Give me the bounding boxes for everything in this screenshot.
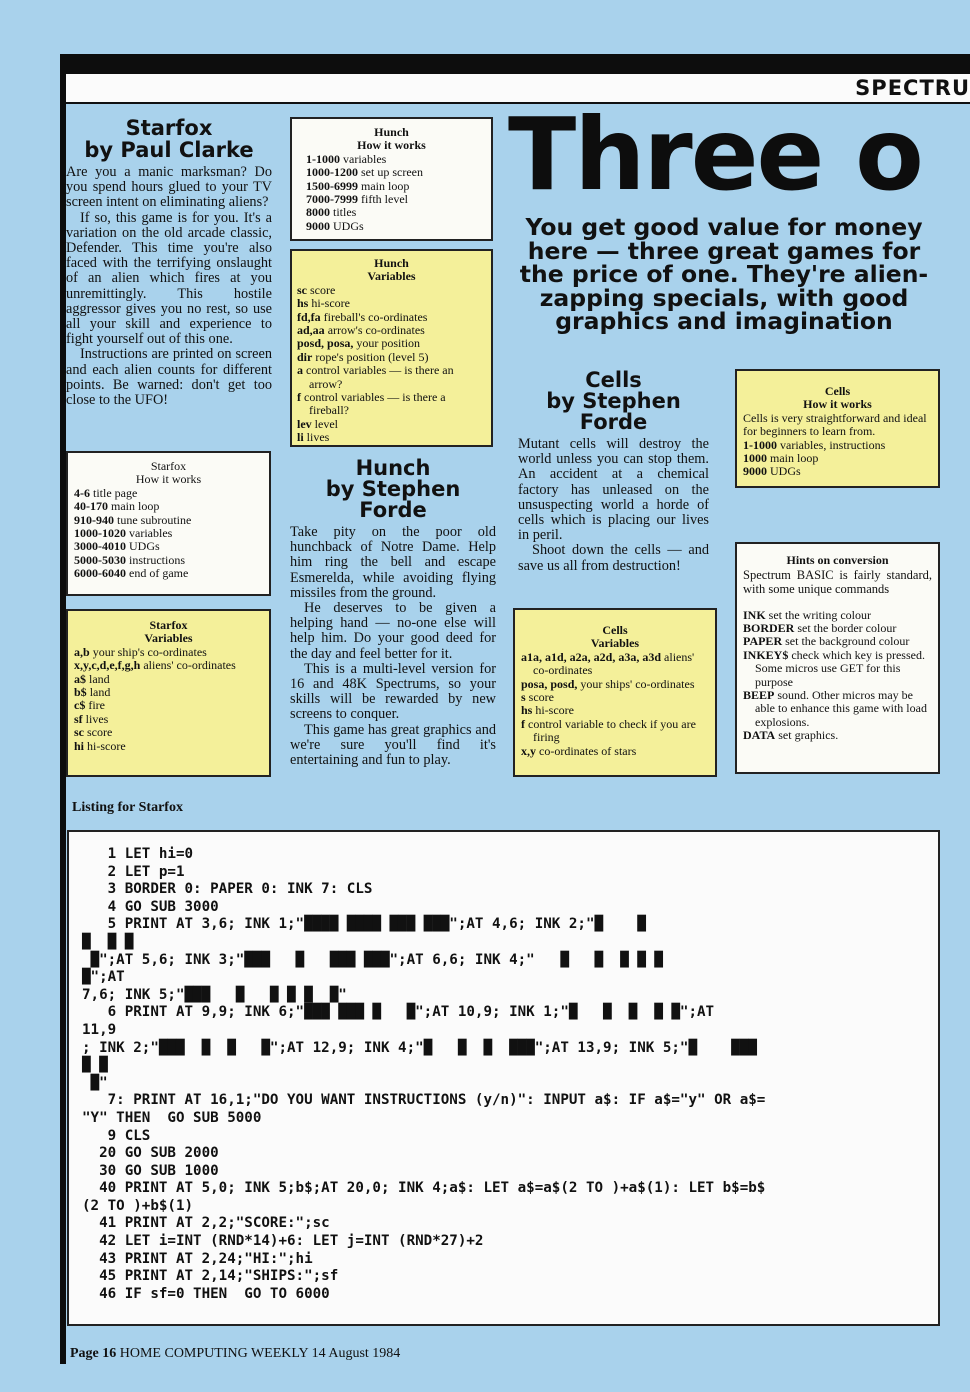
row-value: main loop xyxy=(770,451,819,466)
box-row xyxy=(74,673,263,686)
row-value: title page xyxy=(93,485,138,500)
row-value: set graphics. xyxy=(778,728,839,743)
row-key: lev xyxy=(297,416,312,431)
row-value: land xyxy=(89,671,110,686)
row-value: UDGs xyxy=(770,464,801,479)
hunch-byline-2: Forde xyxy=(359,498,427,522)
hunch-title: Hunch xyxy=(355,456,431,480)
starfox-variables-box xyxy=(66,609,271,777)
box-row xyxy=(74,514,263,527)
box-subtitle: How it works xyxy=(135,472,202,487)
row-key: b$ xyxy=(74,685,87,700)
row-value: lives xyxy=(85,711,109,726)
row-key: ad,aa xyxy=(297,323,325,338)
row-key: 1000-1200 xyxy=(306,165,358,180)
row-value: hi-score xyxy=(535,703,574,718)
cells-byline-2: Forde xyxy=(579,410,648,434)
row-value: land xyxy=(89,685,111,700)
paragraph: Are you a manic marksman? Do you spend hours glued to your TV screen intent on eliminating aliens? xyxy=(66,164,272,211)
row-value: check which key is pressed. Some micros use GET for this purpose xyxy=(755,647,925,689)
starfox-article xyxy=(66,118,272,408)
box-title: Hints on conversion xyxy=(786,553,889,567)
row-key: 5000-5030 xyxy=(74,552,126,567)
row-key: 1-1000 xyxy=(743,437,777,452)
hunch-body xyxy=(290,525,496,768)
box-row xyxy=(743,609,932,622)
starfox-title: Starfox xyxy=(125,116,213,140)
paragraph: Instructions are printed on screen and each alien counts for different points. Be warned: don't get too close to the UFO! xyxy=(66,346,272,409)
box-row xyxy=(74,487,263,500)
row-key: INKEY$ xyxy=(743,647,789,662)
box-row xyxy=(297,284,486,297)
row-value: set the writing colour xyxy=(768,607,871,622)
row-value: set the border colour xyxy=(797,621,897,635)
box-row xyxy=(521,718,709,745)
box-title: Starfox xyxy=(150,459,187,473)
box-row xyxy=(297,364,486,391)
row-key: hs xyxy=(297,296,309,311)
row-value: control variables — is there an arrow? xyxy=(306,363,454,391)
page-number: Page 16 xyxy=(70,1346,117,1361)
row-key: hi xyxy=(74,738,85,753)
box-row xyxy=(74,726,263,739)
box-row xyxy=(297,311,486,324)
row-key: x,y xyxy=(521,743,536,758)
cells-article xyxy=(518,370,709,574)
row-value: variables xyxy=(343,151,387,166)
box-row xyxy=(74,540,263,553)
row-value: fifth level xyxy=(361,192,408,207)
box-subtitle: Variables xyxy=(590,636,640,651)
box-title: Starfox xyxy=(149,618,188,632)
box-row xyxy=(743,622,932,635)
hunch-variables-box xyxy=(290,249,493,447)
row-value: control variable to check if you are firing xyxy=(528,716,696,745)
box-row xyxy=(743,439,932,452)
starfox-body xyxy=(66,165,272,408)
row-value: lives xyxy=(306,430,330,445)
row-value: end of game xyxy=(129,566,189,581)
row-value: set up screen xyxy=(361,165,423,180)
standfirst: You get good value for money here — three great games for the price of one. They're alien-zapping specials, with good graphics and imagination xyxy=(519,213,929,335)
row-key: 1500-6999 xyxy=(306,178,358,193)
row-key: 910-940 xyxy=(74,512,114,527)
headline: Three o xyxy=(508,96,922,213)
row-key: 4-6 xyxy=(74,485,90,500)
paragraph: He deserves to be given a helping hand — no-one else will help him. Do your good deed for the day and feel better for it. xyxy=(290,600,496,662)
row-key: 40-170 xyxy=(74,499,108,514)
row-value: hi-score xyxy=(87,738,126,753)
box-row xyxy=(297,337,486,350)
box-row xyxy=(297,324,486,337)
row-key: li xyxy=(297,430,304,445)
row-value: set the background colour xyxy=(785,634,910,649)
row-value: UDGs xyxy=(333,218,364,233)
cells-title: Cells xyxy=(585,368,642,392)
cells-body xyxy=(518,437,709,574)
row-key: PAPER xyxy=(743,634,783,649)
box-row xyxy=(74,554,263,567)
row-key: 8000 xyxy=(306,205,330,220)
box-row xyxy=(743,452,932,465)
row-value: aliens' co-ordinates xyxy=(533,649,695,678)
row-value: main loop xyxy=(361,178,410,193)
row-value: main loop xyxy=(111,499,160,514)
row-key: f xyxy=(297,390,301,405)
hunch-how-it-works-box xyxy=(290,117,493,241)
row-value: instructions xyxy=(129,552,185,567)
row-key: 1000-1020 xyxy=(74,526,126,541)
box-row xyxy=(743,689,932,729)
row-value: variables, instructions xyxy=(780,437,886,452)
box-row xyxy=(297,297,486,310)
row-key: dir xyxy=(297,349,313,364)
row-key: sf xyxy=(74,711,83,726)
box-row xyxy=(743,465,932,478)
paragraph: Shoot down the cells — and save us all from destruction! xyxy=(518,542,709,574)
box-row xyxy=(521,691,709,704)
box-row xyxy=(74,686,263,699)
box-row xyxy=(306,220,477,233)
box-row xyxy=(74,527,263,540)
box-subtitle: Variables xyxy=(367,269,416,284)
row-key: a$ xyxy=(74,671,86,686)
starfox-how-it-works-box xyxy=(66,451,271,596)
row-value: your position xyxy=(356,336,421,351)
row-key: a,b xyxy=(74,644,90,659)
box-intro: Cells is very straightforward and ideal for beginners to learn from. xyxy=(743,410,927,439)
cells-variables-box xyxy=(513,608,717,777)
box-row xyxy=(74,699,263,712)
row-value: level xyxy=(314,416,338,431)
row-value: titles xyxy=(333,205,357,220)
row-value: UDGs xyxy=(129,539,160,554)
row-key: 3000-4010 xyxy=(74,539,126,554)
box-row xyxy=(297,391,486,418)
box-row xyxy=(521,651,709,678)
row-key: x,y,c,d,e,f,g,h xyxy=(74,658,141,673)
row-key: c$ xyxy=(74,698,86,713)
box-row xyxy=(743,649,932,689)
row-key: a xyxy=(297,363,303,378)
box-row xyxy=(521,678,709,691)
listing-label: Listing for Starfox xyxy=(72,800,183,815)
row-key: DATA xyxy=(743,728,776,743)
row-value: fireball's co-ordinates xyxy=(323,309,428,324)
row-value: score xyxy=(528,690,554,705)
row-key: a1a, a1d, a2a, a2d, a3a, a3d xyxy=(521,649,662,664)
box-row xyxy=(306,166,477,179)
row-key: sc xyxy=(74,725,84,740)
box-row xyxy=(297,418,486,431)
box-row xyxy=(521,704,709,717)
paragraph: If so, this game is for you. It's a variation on the old arcade classic, Defender. This time you're also faced with the terrifying onslaught of an alien which fires at you unremittingly. This hostile aggressor gives you no rest, so use all your skill and experience to fight yourself out of this one. xyxy=(66,209,272,348)
box-row xyxy=(74,713,263,726)
paragraph: This is a multi-level version for 16 and 48K Spectrums, so your skills will be rewarded by new screens to conquer. xyxy=(290,660,496,723)
paragraph: Take pity on the poor old hunchback of Notre Dame. Help him ring the bell and escape Esmerelda, while avoiding flying missiles from the ground. xyxy=(290,524,496,601)
page-footer xyxy=(70,1346,400,1362)
box-row xyxy=(521,745,709,758)
row-key: 9000 xyxy=(743,464,767,479)
row-value: control variables — is there a fireball? xyxy=(304,390,446,418)
section-tag: SPECTRU xyxy=(855,76,970,100)
cells-byline-1: by Stephen xyxy=(546,389,681,413)
row-value: arrow's co-ordinates xyxy=(327,323,425,338)
row-value: hi-score xyxy=(311,296,350,311)
box-row xyxy=(74,740,263,753)
box-row xyxy=(74,659,263,672)
row-key: fd,fa xyxy=(297,309,321,324)
box-row xyxy=(297,351,486,364)
box-row xyxy=(306,153,477,166)
box-row xyxy=(306,180,477,193)
row-value: fire xyxy=(88,698,105,713)
box-row xyxy=(743,635,932,648)
box-title: Cells xyxy=(602,623,628,637)
row-key: s xyxy=(521,690,526,705)
starfox-byline: by Paul Clarke xyxy=(84,138,254,162)
box-title: Hunch xyxy=(374,125,409,139)
row-value: co-ordinates of stars xyxy=(539,743,637,758)
box-subtitle: Variables xyxy=(144,631,193,646)
box-row xyxy=(743,729,932,742)
row-key: 7000-7999 xyxy=(306,192,358,207)
row-key: 1-1000 xyxy=(306,151,340,166)
box-row xyxy=(74,646,263,659)
row-value: aliens' co-ordinates xyxy=(143,658,236,673)
paragraph: Mutant cells will destroy the world unless you can stop them. An accident at a chemical factory has unleased on the unsuspecting world a horde of cells which is placing our lives in peril. xyxy=(518,436,709,544)
publication-line: HOME COMPUTING WEEKLY 14 August 1984 xyxy=(119,1346,401,1361)
box-subtitle: How it works xyxy=(357,138,426,153)
code-listing: 1 LET hi=0 2 LET p=1 3 BORDER 0: PAPER 0: INK 7: CLS 4 GO SUB 3000 5 PRINT AT 3,6; INK 1;"████ ████ ███ ███";AT 4,6; INK 2;"█ █ █ █ █ █";AT 5,6; INK 3;"███ █ ███ ███";AT 6,6; INK 4;" █ █ █ █ █ █";AT 7,6; INK 5;"███ █ █ █ █ █" 6 PRINT AT 9,9; INK 6;"███ ███ █ █";AT 10,9; INK 1;"█ █ █ █ █";AT 11,9 ; INK 2;"███ █ █ █";AT 12,9; INK 4;"█ █ █ ███";AT 13,9; INK 5;"█ ███ █ █ █" 7: PRINT AT 16,1;"DO YOU WANT INSTRUCTIONS (y/n)": INPUT a$: IF a$="y" OR a$= "Y" THEN GO SUB 5000 9 CLS 20 GO SUB 2000 30 GO SUB 1000 40 PRINT AT 5,0; INK 5;b$;AT 20,0; INK 4;a$: LET a$=a$(2 TO )+a$(1): LET b$=b$ (2 TO )+b$(1) 41 PRINT AT 2,2;"SCORE:";sc 42 LET i=INT (RND*14)+6: LET j=INT (RND*27)+2 43 PRINT AT 2,24;"HI:";hi 45 PRINT AT 2,14;"SHIPS:";sf 46 IF sf=0 THEN GO TO 6000 xyxy=(82,846,766,1302)
box-subtitle: How it works xyxy=(803,397,872,412)
row-key: BEEP xyxy=(743,688,775,703)
row-value: variables xyxy=(129,526,173,541)
row-key: hs xyxy=(521,703,533,718)
row-key: INK xyxy=(743,607,766,622)
row-value: rope's position (level 5) xyxy=(315,349,429,364)
box-row xyxy=(306,193,477,206)
cells-how-it-works-box xyxy=(735,369,940,488)
box-intro: Spectrum BASIC is fairly standard, with some unique commands xyxy=(743,568,932,596)
row-value: score xyxy=(87,725,113,740)
row-value: tune subroutine xyxy=(117,512,192,527)
row-value: your ship's co-ordinates xyxy=(92,644,207,659)
hints-on-conversion-box xyxy=(735,542,940,774)
row-key: 6000-6040 xyxy=(74,566,126,581)
row-key: 9000 xyxy=(306,218,330,233)
box-title: Hunch xyxy=(374,256,409,270)
hunch-byline-1: by Stephen xyxy=(325,477,461,501)
hunch-article xyxy=(290,458,496,768)
row-key: f xyxy=(521,716,525,731)
row-value: sound. Other micros may be able to enhance this game with load explosions. xyxy=(755,688,927,729)
box-row xyxy=(306,206,477,219)
row-value: score xyxy=(310,282,336,297)
box-row xyxy=(297,431,486,444)
box-row xyxy=(74,567,263,580)
box-row xyxy=(74,500,263,513)
row-key: posa, posd, xyxy=(521,676,578,691)
page-frame-top-bar xyxy=(66,54,970,74)
box-title: Cells xyxy=(824,384,851,398)
paragraph: This game has great graphics and we're sure you'll find it's entertaining and fun to play. xyxy=(290,721,496,769)
row-key: 1000 xyxy=(743,451,767,466)
code-listing-panel xyxy=(67,830,940,1326)
row-key: BORDER xyxy=(743,621,795,635)
row-key: sc xyxy=(297,282,307,297)
row-key: posd, posa, xyxy=(297,336,354,351)
row-value: your ships' co-ordinates xyxy=(580,676,695,691)
